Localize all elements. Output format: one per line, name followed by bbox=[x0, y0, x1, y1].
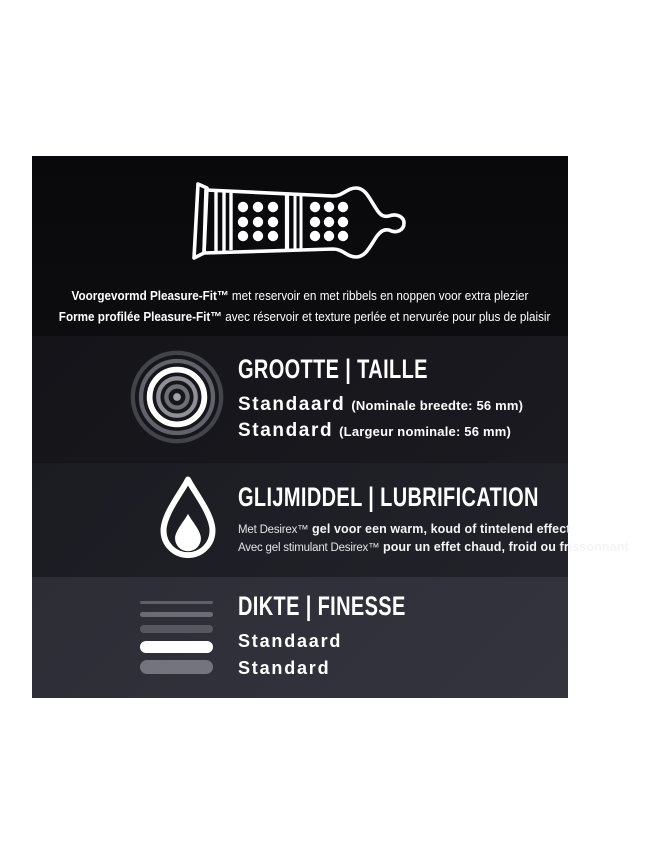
intro-fr-bold: Forme profilée Pleasure-Fit™ bbox=[58, 309, 222, 324]
thickness-selected-bar bbox=[140, 641, 213, 653]
droplet-icon bbox=[153, 474, 223, 567]
intro-nl-rest: met reservoir en met ribbels en noppen voor extra plezier bbox=[228, 288, 529, 303]
product-info-card bbox=[32, 156, 629, 698]
intro-nl-bold: Voorgevormd Pleasure-Fit™ bbox=[71, 288, 229, 303]
lubricant-desc-nl: Met Desirex™ gel voor een warm, koud of tintelend effect bbox=[238, 521, 571, 536]
lubricant-section bbox=[32, 463, 629, 577]
thickness-section bbox=[32, 577, 568, 698]
lubricant-desc-fr: Avec gel stimulant Desirex™ pour un effet chaud, froid ou frissonnant bbox=[238, 539, 629, 554]
intro-section bbox=[32, 156, 568, 336]
thickness-bars-icon bbox=[140, 601, 213, 674]
size-value-nl: Standaard (Nominale breedte: 56 mm) bbox=[238, 393, 524, 415]
size-title: GROOTTE | TAILLE bbox=[238, 353, 428, 384]
intro-line-nl bbox=[59, 285, 541, 306]
size-value-fr: Standard (Largeur nominale: 56 mm) bbox=[238, 419, 512, 441]
size-section bbox=[32, 336, 568, 463]
thickness-value-nl: Standaard bbox=[238, 631, 343, 651]
intro-line-fr bbox=[58, 306, 551, 327]
concentric-rings-icon bbox=[129, 349, 225, 450]
thickness-title: DIKTE | FINESSE bbox=[238, 591, 406, 621]
lubricant-title: GLIJMIDDEL | LUBRIFICATION bbox=[238, 481, 539, 512]
intro-description bbox=[32, 285, 568, 327]
thickness-value-fr: Standard bbox=[238, 658, 331, 678]
condom-pictogram-icon bbox=[193, 183, 407, 264]
intro-fr-rest: avec réservoir et texture perlée et nervurée pour plus de plaisir bbox=[221, 309, 551, 324]
